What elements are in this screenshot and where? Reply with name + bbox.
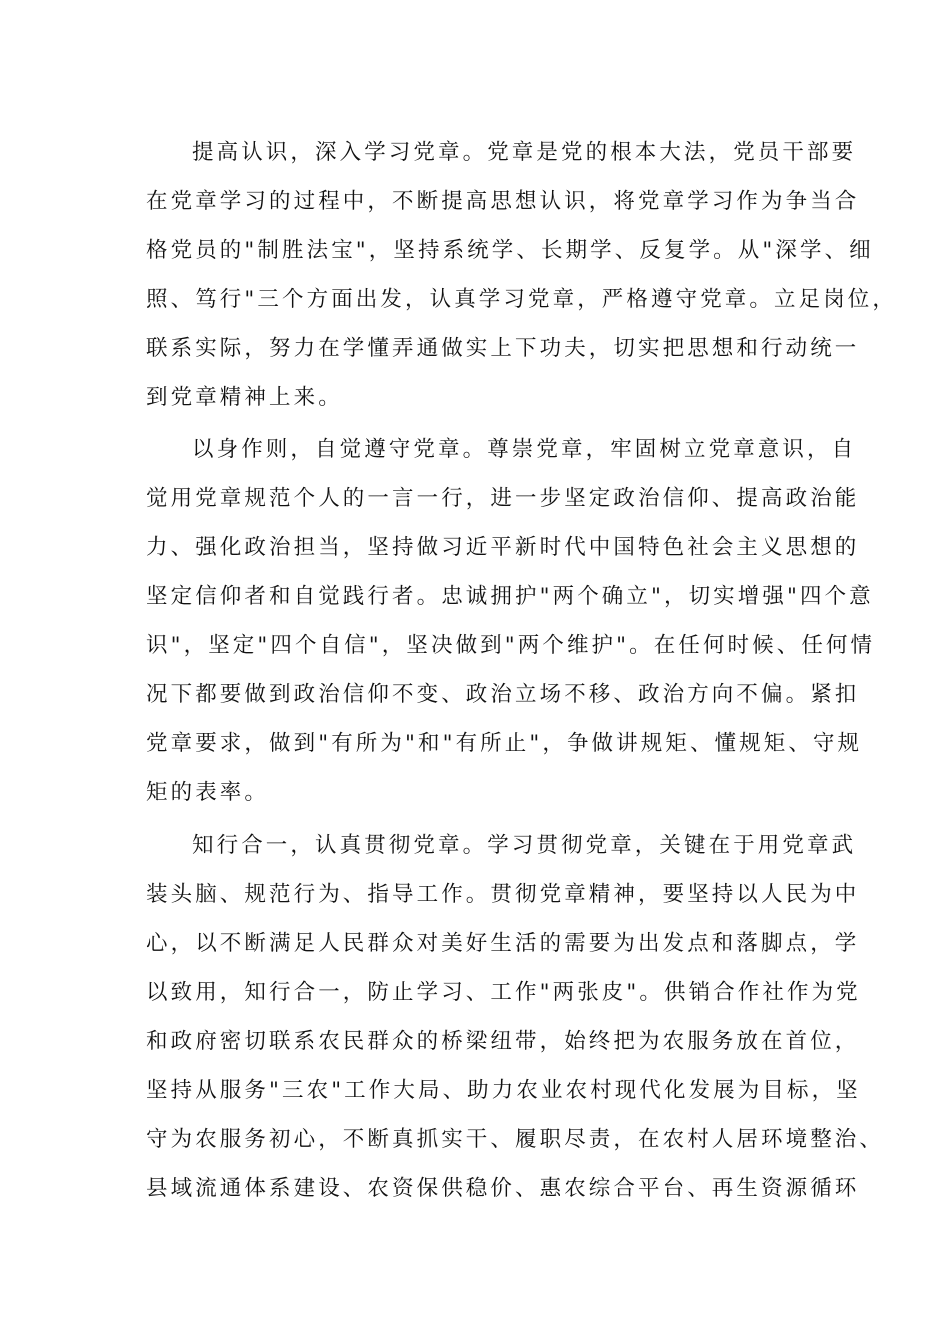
text-line: 况下都要做到政治信仰不变、政治立场不移、政治方向不偏。紧扣 [146,682,860,707]
text-line: 坚定信仰者和自觉践行者。忠诚拥护"两个确立"，切实增强"四个意 [146,584,874,609]
text-line: 矩的表率。 [146,780,270,805]
text-line: 以身作则，自觉遵守党章。尊崇党章，牢固树立党章意识，自 [192,437,857,462]
text-line: 在党章学习的过程中，不断提高思想认识，将党章学习作为争当合 [146,189,860,214]
text-line: 以致用，知行合一，防止学习、工作"两张皮"。供销合作社作为党 [146,980,861,1005]
text-line: 识"，坚定"四个自信"，坚决做到"两个维护"。在任何时候、任何情 [146,633,876,658]
text-line: 县域流通体系建设、农资保供稳价、惠农综合平台、再生资源循环 [146,1176,860,1201]
text-line: 联系实际，努力在学懂弄通做实上下功夫，切实把思想和行动统一 [146,336,860,361]
text-line: 力、强化政治担当，坚持做习近平新时代中国特色社会主义思想的 [146,535,860,560]
text-line: 格党员的"制胜法宝"，坚持系统学、长期学、反复学。从"深学、细 [146,238,874,263]
text-line: 到党章精神上来。 [146,385,343,410]
text-line: 装头脑、规范行为、指导工作。贯彻党章精神，要坚持以人民为中 [146,882,860,907]
text-line: 党章要求，做到"有所为"和"有所止"，争做讲规矩、懂规矩、守规 [146,731,863,756]
text-line: 守为农服务初心，不断真抓实干、履职尽责，在农村人居环境整治、 [146,1127,885,1152]
text-line: 照、笃行"三个方面出发，认真学习党章，严格遵守党章。立足岗位， [146,287,897,312]
text-line: 提高认识，深入学习党章。党章是党的根本大法，党员干部要 [192,140,857,165]
text-line: 坚持从服务"三农"工作大局、助力农业农村现代化发展为目标，坚 [146,1078,861,1103]
text-line: 心，以不断满足人民群众对美好生活的需要为出发点和落脚点，学 [146,931,860,956]
text-line: 和政府密切联系农民群众的桥梁纽带，始终把为农服务放在首位， [146,1029,860,1054]
text-line: 觉用党章规范个人的一言一行，进一步坚定政治信仰、提高政治能 [146,486,860,511]
text-line: 知行合一，认真贯彻党章。学习贯彻党章，关键在于用党章武 [192,833,857,858]
